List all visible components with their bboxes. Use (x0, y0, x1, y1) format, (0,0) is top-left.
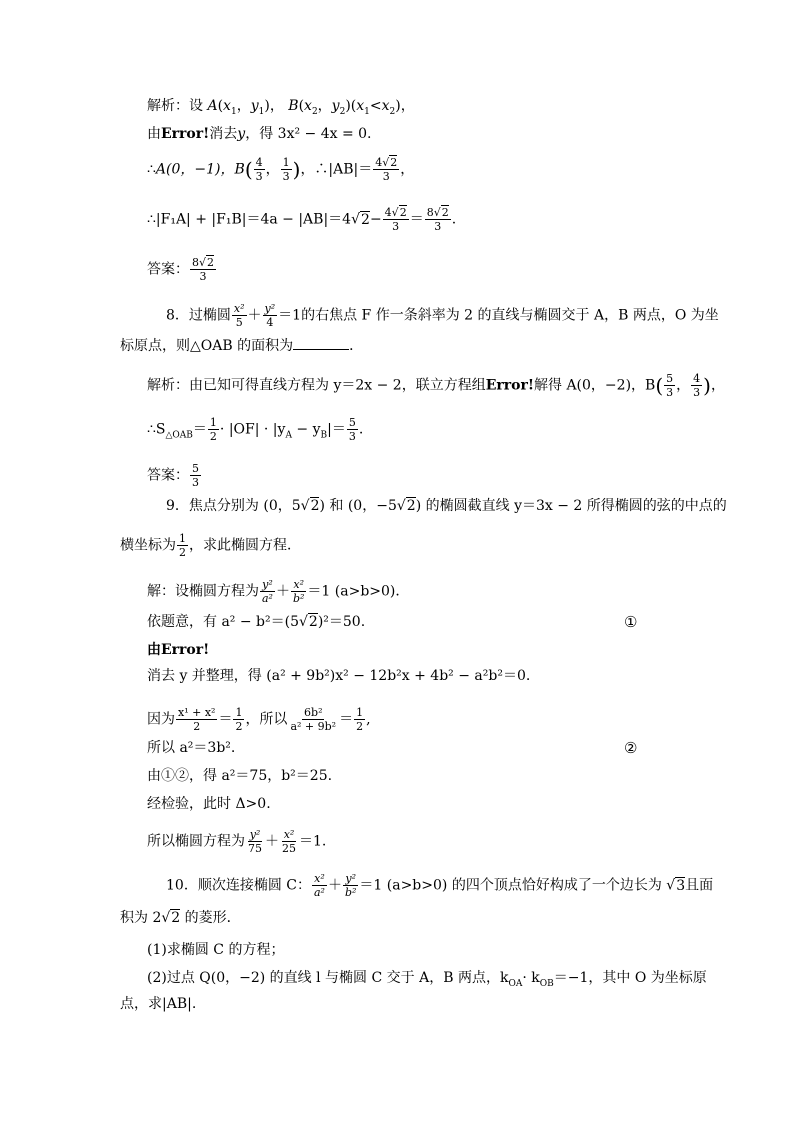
q10-part1: (1)求椭圆 C 的方程； (147, 942, 285, 958)
q7-solution-line1: 解析：设 $A(x_1$，$y_1$)， $B(x_2$，$y_2)(x_1<x_2)$， (147, 98, 415, 117)
fraction: $\frac{\text{x²}}{25}$ (282, 828, 296, 855)
fraction: $\frac{\text{y²}}{4}$ (264, 302, 276, 329)
q9-step6: 所以 a²＝3b². (147, 740, 236, 756)
fraction: $\frac{4√2}{3}$ (384, 206, 407, 233)
fraction: $\frac{1}{2}$ (235, 706, 243, 733)
q8-stem-line1: 8．过椭圆 $\frac{\text{x²}}{5}$ ＋ $\frac{\text{y²}}{4}$ ＝1的右焦点 F 作一条斜率为 2 的直线与椭圆交于 A，B 两点，O 为坐 (166, 302, 719, 329)
q9-stem-line2: 横坐标为 $\frac{1}{2}$ ，求此椭圆方程． (120, 532, 301, 559)
fraction: $\frac{1}{2}$ (209, 416, 217, 443)
fraction: $\frac{1}{2}$ (179, 532, 186, 559)
fraction: $\frac{5}{3}$ (666, 372, 674, 399)
fraction: $\frac{1}{3}$ (282, 156, 290, 183)
q9-step4: 消去 y 并整理，得 (a² + 9b²)x² − 12b²x + 4b² − a²b²＝0. (147, 668, 531, 684)
fraction: $\frac{4}{3}$ (693, 372, 701, 399)
q9-step2: 依题意，有 a² − b²＝(5√2)²＝50. (147, 614, 366, 630)
q10-part2-line2: 点，求|AB|. (120, 996, 197, 1012)
q9-step9: 所以椭圆方程为 $\frac{\text{y²}}{75}$ ＋ $\frac{\text{x²}}{25}$ ＝1. (147, 828, 327, 855)
q8-stem-line2: 标原点，则△OAB 的面积为 ． (120, 338, 364, 354)
fraction: $\frac{\text{6b²}}{\text{a² + 9b²}}$ (290, 706, 337, 733)
fraction: $\frac{\text{y²}}{\text{b²}}$ (344, 872, 357, 899)
fraction: $\frac{\text{x²}}{\text{b²}}$ (292, 578, 305, 605)
answer-fraction: $\frac{5}{3}$ (192, 462, 199, 489)
fraction: $\frac{\text{x¹ + x²}}{2}$ (178, 706, 216, 733)
fraction: $\frac{5}{3}$ (348, 416, 356, 443)
fraction: $\frac{\text{y²}}{75}$ (248, 828, 262, 855)
q9-step8: 经检验，此时 Δ>0. (147, 796, 271, 812)
q8-solution-line2: $\therefore S_{\triangle OAB}=$ $\frac{1}{2}$ · $|OF| \cdot |y_A - y_B|=$ $\frac{5}{3}$ . (147, 416, 364, 443)
equation-marker-2: ② (624, 739, 638, 757)
answer-blank (293, 337, 349, 350)
q7-answer: 答案： $\frac{8√2}{3}$ (147, 256, 215, 283)
q9-stem-line1: 9．焦点分别为 (0，5√2) 和 (0，−5√2) 的椭圆截直线 y＝3x − 2 所得椭圆的弦的中点的 (166, 498, 727, 514)
q10-part2-line1: (2)过点 Q(0，−2) 的直线 l 与椭圆 C 交于 A，B 两点，$k_{OA}\cdot k_{OB}=-1$，其中 O 为坐标原 (147, 970, 707, 989)
fraction: $\frac{\text{x²}}{5}$ (233, 302, 245, 329)
q7-solution-line2: 由Error!消去y，得 3x² − 4x = 0. (147, 126, 372, 142)
q7-solution-line3: ∴A(0，−1)，B( $\frac{4}{3}$ ， $\frac{1}{3}$ )，∴|AB|＝ $\frac{4√2}{3}$ ， (147, 156, 415, 183)
q10-stem-line2: 积为 2√2 的菱形． (120, 910, 241, 926)
fraction: $\frac{1}{2}$ (356, 706, 364, 733)
fraction: $\frac{\text{y²}}{\text{a²}}$ (262, 578, 273, 605)
fraction: $\frac{4√2}{3}$ (375, 156, 398, 183)
q10-stem-line1: 10．顺次连接椭圆 C： $\frac{\text{x²}}{\text{a²}}$ ＋ $\frac{\text{y²}}{\text{b²}}$ ＝1 (a>b>0) 的四个顶点恰好构成了一个边长为 √3且面 (166, 872, 714, 899)
fraction: $\frac{\text{x²}}{\text{a²}}$ (313, 872, 325, 899)
q7-solution-line4: ∴|F₁A| + |F₁B|＝4a − |AB|＝4√2− $\frac{4√2}{3}$ ＝ $\frac{8√2}{3}$ . (147, 206, 457, 233)
equation-marker-1: ① (624, 613, 638, 631)
q9-step7: 由①②，得 a²＝75，b²＝25. (147, 768, 333, 784)
fraction: $\frac{4}{3}$ (255, 156, 263, 183)
q9-step1: 解：设椭圆方程为 $\frac{\text{y²}}{\text{a²}}$ ＋ $\frac{\text{x²}}{\text{b²}}$ ＝1 (a>b>0)． (147, 578, 410, 605)
q8-answer: 答案： $\frac{5}{3}$ (147, 462, 199, 489)
q8-solution-line1: 解析：由已知可得直线方程为 y＝2x − 2，联立方程组Error!解得 A(0，−2)，B( $\frac{5}{3}$ ， $\frac{4}{3}$ )， (147, 372, 725, 399)
answer-fraction: $\frac{8√2}{3}$ (192, 256, 215, 283)
q9-step3: 由Error! (147, 642, 210, 658)
q9-step5: 因为 $\frac{\text{x¹ + x²}}{2}$ ＝ $\frac{1}{2}$ ，所以 $\frac{\text{6b²}}{\text{a² + 9b²}}$ ＝ $\frac{1}{2}$ , (147, 706, 371, 733)
fraction: $\frac{8√2}{3}$ (426, 206, 449, 233)
